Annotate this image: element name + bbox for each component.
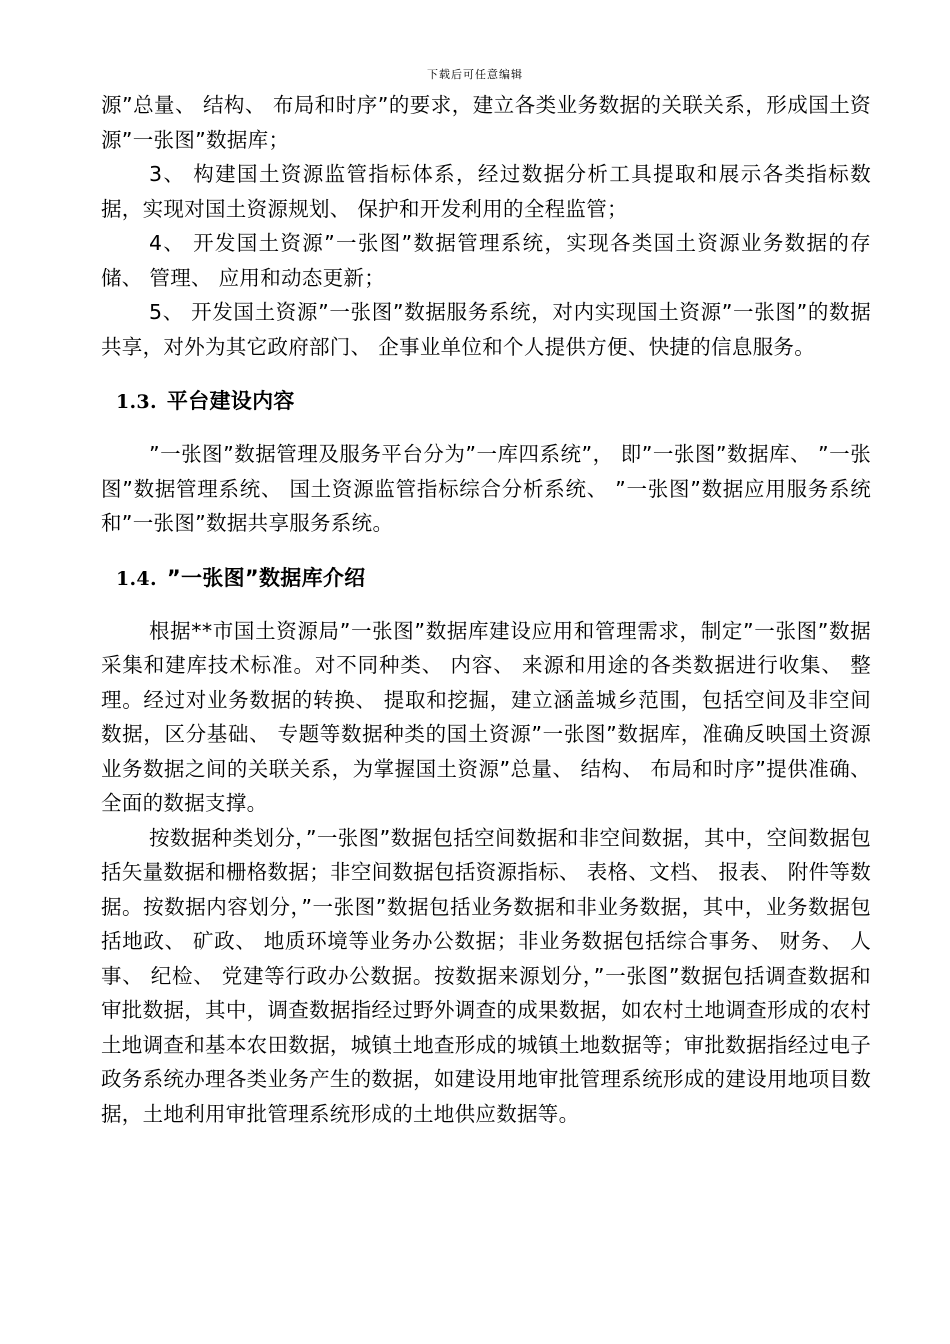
spacer bbox=[101, 419, 871, 437]
paragraph-database-intro: 根据**市国土资源局”一张图”数据库建设应用和管理需求，制定”一张图”数据采集和建库技术标准。对不同种类、 内容、 来源和用途的各类数据进行收集、 整理。经过对业务数据的转换、 提取和挖掘，建立涵盖城乡范围，包括空间及非空间数据，区分基础、 专题等数据种类的国土资源”一张图”数据库，准确反映国土资源业务数据之间的关联关系，为掌握国土资源”总量、 结构、 布局和时序”提供准确、 全面的数据支撑。 bbox=[101, 618, 871, 815]
section-heading-1-4 bbox=[101, 561, 871, 596]
spacer bbox=[101, 596, 871, 614]
paragraph-continuation: 源”总量、 结构、 布局和时序”的要求，建立各类业务数据的关联关系，形成国土资源”一张图”数据库； bbox=[101, 93, 871, 152]
section-heading-1-3 bbox=[101, 384, 871, 419]
paragraph-data-classification: 按数据种类划分，”一张图”数据包括空间数据和非空间数据，其中，空间数据包括矢量数据和栅格数据；非空间数据包括资源指标、 表格、文档、 报表、 附件等数据。按数据内容划分，”一张图”数据包括业务数据和非业务数据，其中，业务数据包括地政、 矿政、 地质环境等业务办公数据；非业务数据包括综合事务、 财务、 人事、 纪检、 党建等行政办公数据。按数据来源划分，”一张图”数据包括调查数据和审批数据，其中，调查数据指经过野外调查的成果数据，如农村土地调查形成的农村土地调查和基本农田数据，城镇土地查形成的城镇土地数据等；审批数据指经过电子政务系统办理各类业务产生的数据，如建设用地审批管理系统形成的建设用地项目数据，土地利用审批管理系统形成的土地供应数据等。 bbox=[101, 825, 871, 1126]
paragraph-item-4: 4、 开发国土资源”一张图”数据管理系统，实现各类国土资源业务数据的存储、 管理、 应用和动态更新； bbox=[101, 231, 871, 290]
document-body bbox=[101, 88, 871, 1131]
section-number: 1.3. bbox=[116, 391, 157, 413]
section-number: 1.4. bbox=[116, 567, 157, 590]
page-header-note: 下载后可任意编辑 bbox=[427, 68, 523, 81]
spacer bbox=[101, 364, 871, 384]
paragraph-platform-content: ”一张图”数据管理及服务平台分为”一库四系统”， 即”一张图”数据库、 ”一张图”数据管理系统、 国土资源监管指标综合分析系统、 ”一张图”数据应用服务系统和”一张图”数据共享服务系统。 bbox=[101, 442, 871, 535]
section-title: 平台建设内容 bbox=[166, 389, 295, 413]
section-title: ”一张图”数据库介绍 bbox=[166, 565, 366, 590]
paragraph-item-5: 5、 开发国土资源”一张图”数据服务系统，对内实现国土资源”一张图”的数据共享，对外为其它政府部门、 企事业单位和个人提供方便、快捷的信息服务。 bbox=[101, 300, 871, 359]
paragraph-item-3: 3、 构建国土资源监管指标体系，经过数据分析工具提取和展示各类指标数据，实现对国土资源规划、 保护和开发利用的全程监管； bbox=[101, 162, 871, 221]
spacer bbox=[101, 541, 871, 561]
